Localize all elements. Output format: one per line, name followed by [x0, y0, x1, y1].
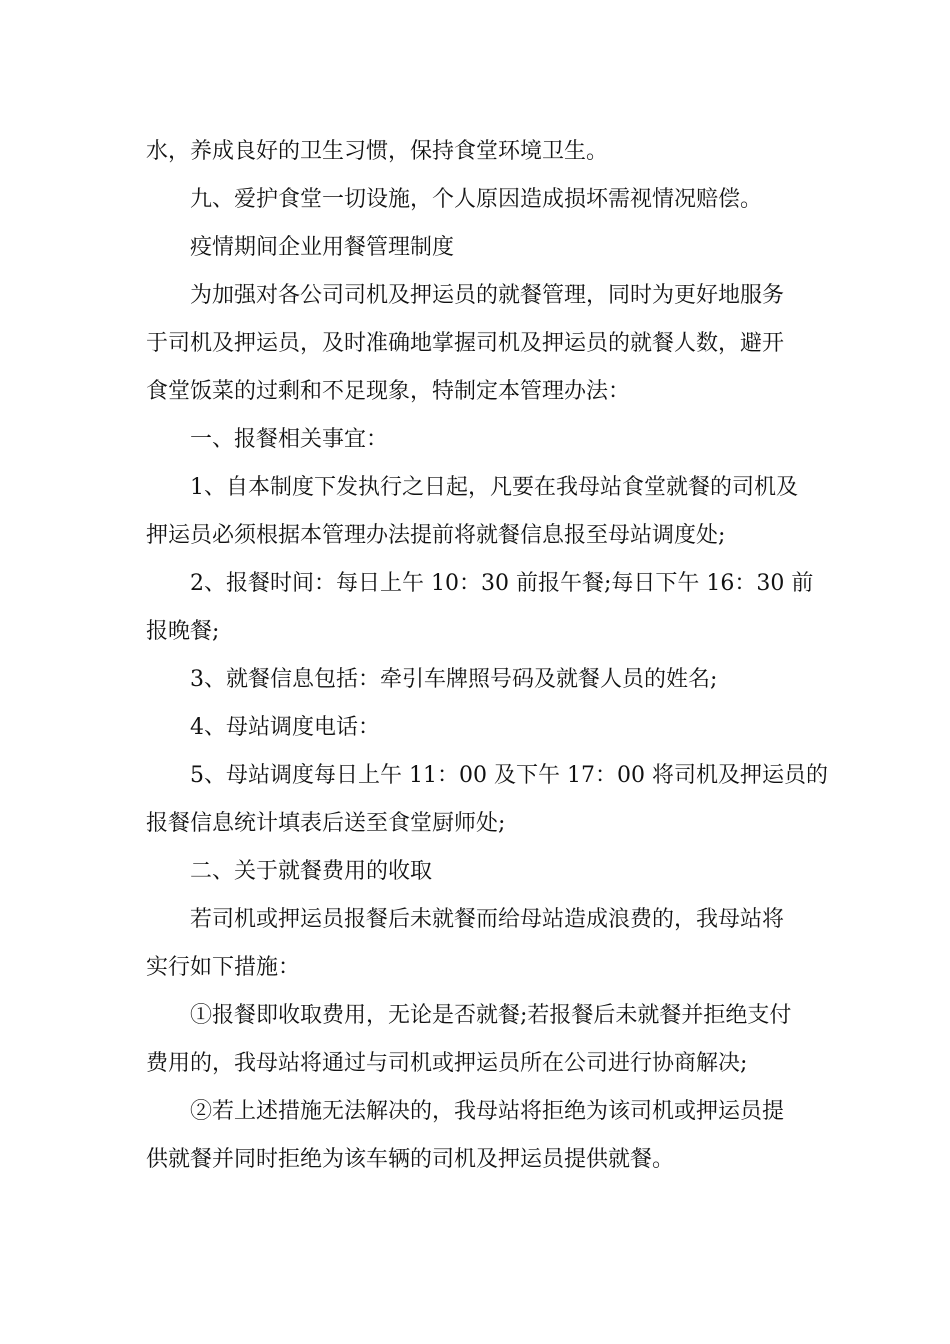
section-heading: 一、报餐相关事宜：	[190, 427, 389, 452]
paragraph-line: 押运员必须根据本管理办法提前将就餐信息报至母站调度处;	[146, 523, 726, 548]
paragraph-line: 供就餐并同时拒绝为该车辆的司机及押运员提供就餐。	[146, 1147, 675, 1172]
paragraph-line: 为加强对各公司司机及押运员的就餐管理，同时为更好地服务	[190, 283, 785, 308]
paragraph-line: 报晚餐;	[146, 619, 220, 644]
paragraph-line: 于司机及押运员，及时准确地掌握司机及押运员的就餐人数，避开	[146, 331, 785, 356]
section-title: 疫情期间企业用餐管理制度	[190, 235, 455, 260]
paragraph-line: 若司机或押运员报餐后未就餐而给母站造成浪费的，我母站将	[190, 907, 785, 932]
paragraph-line: 1、自本制度下发执行之日起，凡要在我母站食堂就餐的司机及	[190, 475, 798, 500]
paragraph-line: 水，养成良好的卫生习惯，保持食堂环境卫生。	[146, 139, 609, 164]
paragraph-line: 5、母站调度每日上午 11：00 及下午 17：00 将司机及押运员的	[190, 763, 828, 788]
section-heading: 二、关于就餐费用的收取	[190, 859, 433, 884]
paragraph-line: 实行如下措施：	[146, 955, 301, 980]
paragraph-line: 九、爱护食堂一切设施，个人原因造成损坏需视情况赔偿。	[190, 187, 763, 212]
paragraph-line: 2、报餐时间：每日上午 10：30 前报午餐;每日下午 16：30 前	[190, 571, 814, 596]
paragraph-line: ②若上述措施无法解决的，我母站将拒绝为该司机或押运员提	[190, 1099, 785, 1124]
paragraph-line: 4、母站调度电话：	[190, 715, 380, 740]
paragraph-line: ①报餐即收取费用，无论是否就餐;若报餐后未就餐并拒绝支付	[190, 1003, 792, 1028]
paragraph-line: 报餐信息统计填表后送至食堂厨师处;	[146, 811, 506, 836]
document-body	[146, 128, 828, 1184]
paragraph-line: 3、就餐信息包括：牵引车牌照号码及就餐人员的姓名;	[190, 667, 718, 692]
paragraph-line: 食堂饭菜的过剩和不足现象，特制定本管理办法：	[146, 379, 631, 404]
paragraph-line: 费用的，我母站将通过与司机或押运员所在公司进行协商解决;	[146, 1051, 748, 1076]
